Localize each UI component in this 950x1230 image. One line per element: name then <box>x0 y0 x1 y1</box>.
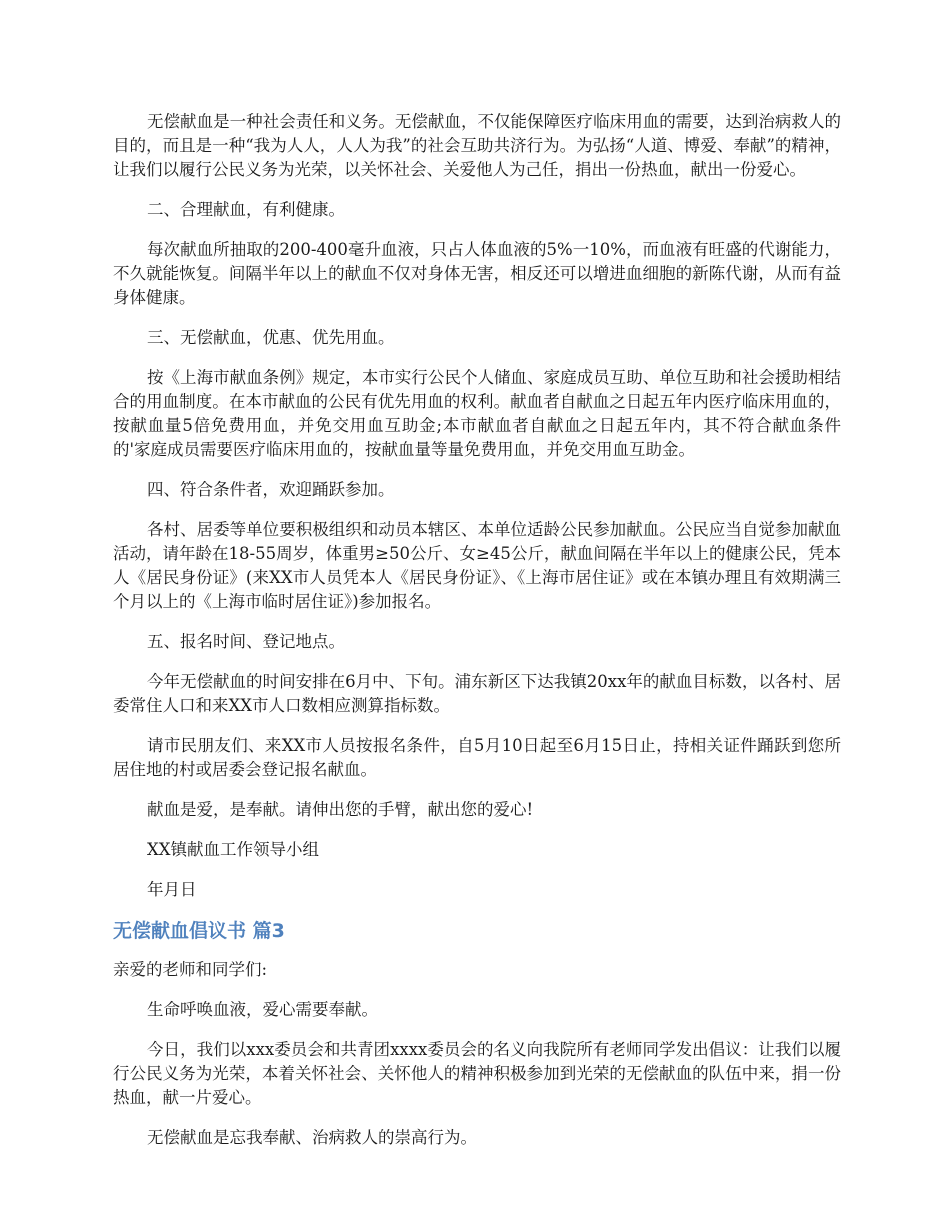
heading-registration: 五、报名时间、登记地点。 <box>147 632 345 651</box>
paragraph-health: 每次献血所抽取的200-400毫升血液，只占人体血液的5%一10%，而血液有旺盛的代谢能力，不久就能恢复。间隔半年以上的献血不仅对身体无害，相反还可以增进血细胞的新陈代谢，从而有益身体健康。 <box>113 240 841 307</box>
document-page <box>113 110 841 1166</box>
paragraph-schedule: 今年无偿献血的时间安排在6月中、下旬。浦东新区下达我镇20xx年的献血目标数，以各村、居委常住人口和来XX市人口数相应测算指标数。 <box>113 672 841 715</box>
paragraph-registration-period: 请市民朋友们、来XX市人员按报名条件，自5月10日起至6月15日止，持相关证件踊跃到您所居住地的村或居委会登记报名献血。 <box>113 736 841 779</box>
paragraph-noble-act: 无偿献血是忘我奉献、治病救人的崇高行为。 <box>147 1128 477 1147</box>
section-heading-part3: 无偿献血倡议书 篇3 <box>113 920 285 942</box>
paragraph-eligibility: 各村、居委等单位要积极组织和动员本辖区、本单位适龄公民参加献血。公民应当自觉参加献血活动，请年龄在18-55周岁，体重男≥50公斤、女≥45公斤，献血间隔在半年以上的健康公民，凭本人《居民身份证》(来XX市人员凭本人《居民身份证》、《上海市居住证》或在本镇办理且有效期满三个月以上的《上海市临时居住证》)参加报名。 <box>113 520 841 611</box>
signature-organization: XX镇献血工作领导小组 <box>147 840 319 859</box>
paragraph-closing-call: 献血是爱，是奉献。请伸出您的手臂，献出您的爱心! <box>147 800 534 819</box>
signature-date: 年月日 <box>147 880 197 899</box>
paragraph-proposal: 今日，我们以xxx委员会和共青团xxxx委员会的名义向我院所有老师同学发出倡议：让我们以履行公民义务为光荣，本着关怀社会、关怀他人的精神积极参加到光荣的无偿献血的队伍中来，捐一份热血，献一片爱心。 <box>113 1040 841 1107</box>
paragraph-obligation: 无偿献血是一种社会责任和义务。无偿献血，不仅能保障医疗临床用血的需要，达到治病救人的目的，而且是一种“我为人人，人人为我”的社会互助共济行为。为弘扬“人道、博爱、奉献”的精神，让我们以履行公民义务为光荣，以关怀社会、关爱他人为己任，捐出一份热血，献出一份爱心。 <box>113 112 841 179</box>
paragraph-regulation: 按《上海市献血条例》规定，本市实行公民个人储血、家庭成员互助、单位互助和社会援助相结合的用血制度。在本市献血的公民有优先用血的权利。献血者自献血之日起五年内医疗临床用血的，按献血量5倍免费用血，并免交用血互助金;本市献血者自献血之日起五年内，其不符合献血条件的'家庭成员需要医疗临床用血的，按献血量等量免费用血，并免交用血互助金。 <box>113 368 841 459</box>
heading-priority-blood: 三、无偿献血，优惠、优先用血。 <box>147 328 395 347</box>
heading-reasonable-donation: 二、合理献血，有利健康。 <box>147 200 345 219</box>
salutation: 亲爱的老师和同学们: <box>113 960 268 979</box>
heading-eligibility: 四、符合条件者，欢迎踊跃参加。 <box>147 480 395 499</box>
paragraph-life-calls: 生命呼唤血液，爱心需要奉献。 <box>147 1000 378 1019</box>
